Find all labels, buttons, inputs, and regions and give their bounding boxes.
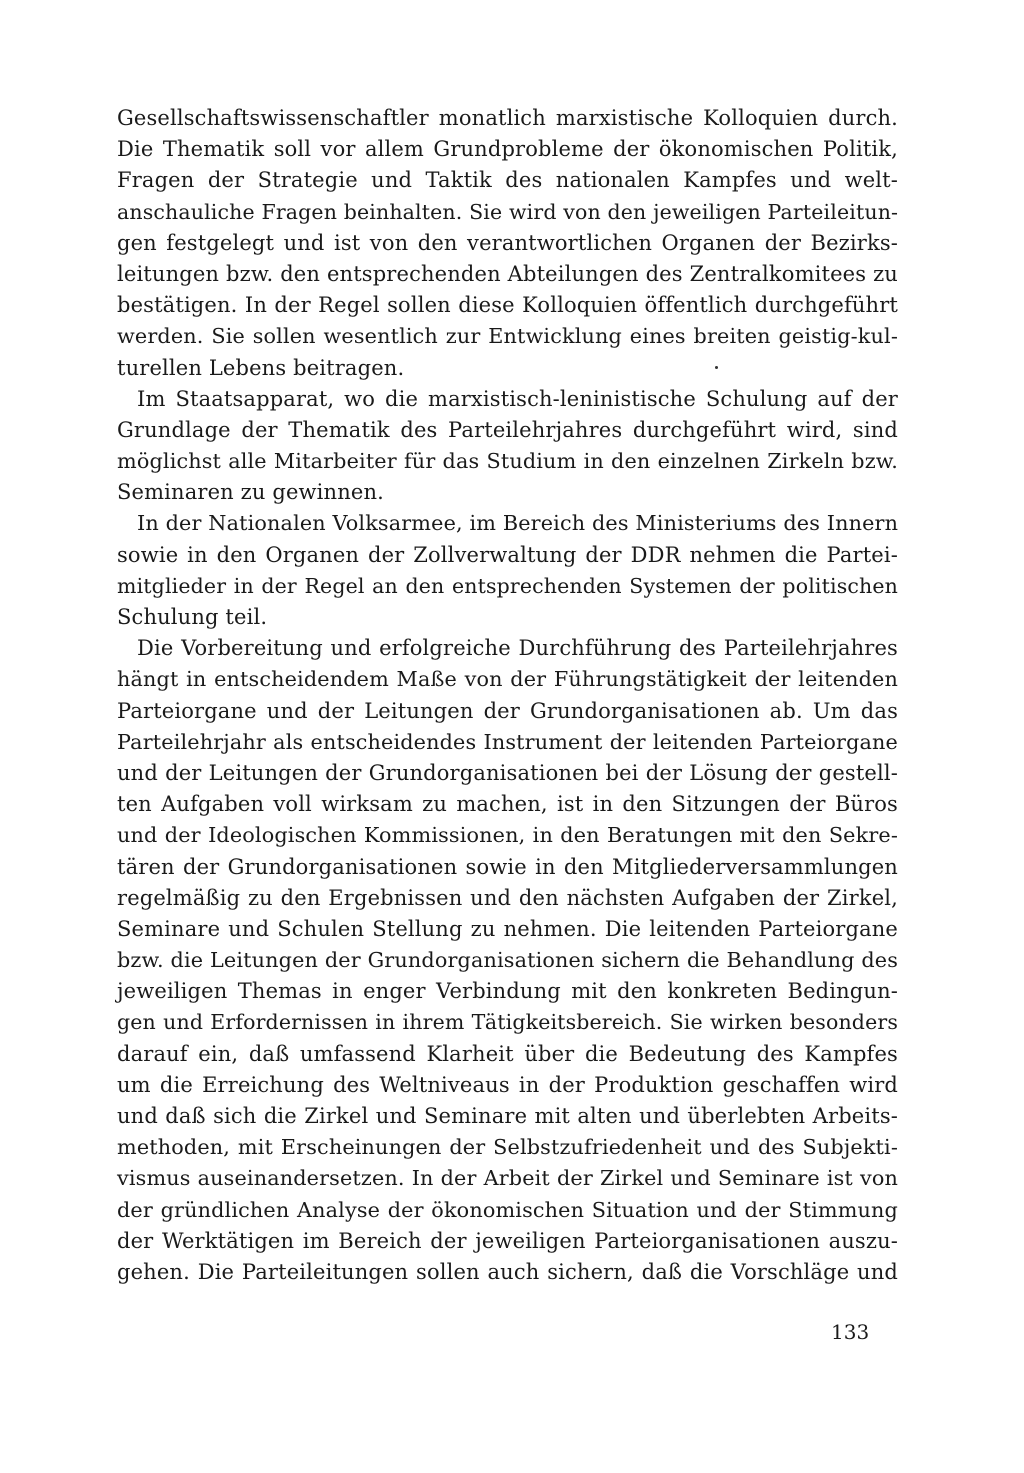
text-line: und der Leitungen der Grundorganisationen bei der Lösung der gestell- <box>117 760 898 785</box>
text-line: tären der Grundorganisationen sowie in den Mitgliederversammlungen <box>117 854 898 879</box>
text-line: Im Staatsapparat, wo die marxistisch-leninistische Schulung auf der <box>137 386 898 411</box>
text-line: Seminare und Schulen Stellung zu nehmen. Die leitenden Parteiorgane <box>117 916 898 941</box>
text-line: darauf ein, daß umfassend Klarheit über die Bedeutung des Kampfes <box>117 1041 898 1066</box>
text-line: mitglieder in der Regel an den entsprechenden Systemen der politischen <box>117 573 898 598</box>
paragraph <box>117 384 898 509</box>
paragraph <box>117 633 898 1288</box>
text-line: hängt in entscheidendem Maße von der Führungstätigkeit der leitenden <box>117 667 898 692</box>
text-line: gen festgelegt und ist von den verantwortlichen Organen der Bezirks- <box>117 230 898 255</box>
text-line: jeweiligen Themas in enger Verbindung mit den konkreten Bedingun- <box>117 979 898 1004</box>
page-number: 133 <box>831 1320 870 1344</box>
print-speck <box>715 366 718 369</box>
text-line: Grundlage der Thematik des Parteilehrjahres durchgeführt wird, sind <box>117 417 898 442</box>
text-line: In der Nationalen Volksarmee, im Bereich des Ministeriums des Innern <box>137 511 899 536</box>
text-line: der Werktätigen im Bereich der jeweiligen Parteiorganisationen auszu- <box>117 1228 898 1253</box>
text-line: um die Erreichung des Weltniveaus in der Produktion geschaffen wird <box>117 1072 898 1097</box>
text-line: methoden, mit Erscheinungen der Selbstzufriedenheit und des Subjekti- <box>117 1135 898 1160</box>
text-line: regelmäßig zu den Ergebnissen und den nächsten Aufgaben der Zirkel, <box>117 885 898 910</box>
text-line: werden. Sie sollen wesentlich zur Entwicklung eines breiten geistig-kul- <box>117 324 898 349</box>
body-text <box>117 103 898 1288</box>
text-line: und der Ideologischen Kommissionen, in den Beratungen mit den Sekre- <box>117 823 898 848</box>
text-line: leitungen bzw. den entsprechenden Abteilungen des Zentralkomitees zu <box>117 261 898 286</box>
text-line: und daß sich die Zirkel und Seminare mit alten und überlebten Arbeits- <box>117 1104 898 1128</box>
text-line: der gründlichen Analyse der ökonomischen Situation und der Stimmung <box>117 1197 898 1222</box>
text-line: bestätigen. In der Regel sollen diese Kolloquien öffentlich durchgeführt <box>117 293 898 318</box>
text-line: vismus auseinandersetzen. In der Arbeit der Zirkel und Seminare ist von <box>117 1166 898 1191</box>
paragraph <box>117 103 898 384</box>
text-line: Parteilehrjahr als entscheidendes Instrument der leitenden Parteiorgane <box>117 729 898 754</box>
text-line: gehen. Die Parteileitungen sollen auch sichern, daß die Vorschläge und <box>117 1259 898 1284</box>
text-line: sowie in den Organen der Zollverwaltung der DDR nehmen die Partei- <box>117 542 898 567</box>
text-line: gen und Erfordernissen in ihrem Tätigkeitsbereich. Sie wirken besonders <box>117 1010 898 1035</box>
text-line: bzw. die Leitungen der Grundorganisationen sichern die Behandlung des <box>117 948 898 973</box>
text-line: ten Aufgaben voll wirksam zu machen, ist in den Sitzungen der Büros <box>117 792 898 817</box>
text-line: turellen Lebens beitragen. <box>117 355 405 380</box>
paragraph <box>117 508 898 633</box>
text-line: anschauliche Fragen beinhalten. Sie wird von den jeweiligen Parteileitun- <box>117 199 899 224</box>
text-line: Die Thematik soll vor allem Grundprobleme der ökonomischen Politik, <box>117 137 898 162</box>
text-line: Gesellschaftswissenschaftler monatlich marxistische Kolloquien durch. <box>117 106 898 130</box>
text-line: Schulung teil. <box>117 605 268 629</box>
text-line: Fragen der Strategie und Taktik des nationalen Kampfes und welt- <box>117 168 898 193</box>
text-line: Seminaren zu gewinnen. <box>117 480 384 505</box>
text-line: Die Vorbereitung und erfolgreiche Durchführung des Parteilehrjahres <box>137 636 898 661</box>
text-line: Parteiorgane und der Leitungen der Grundorganisationen ab. Um das <box>117 698 898 723</box>
text-line: möglichst alle Mitarbeiter für das Studium in den einzelnen Zirkeln bzw. <box>117 449 898 474</box>
